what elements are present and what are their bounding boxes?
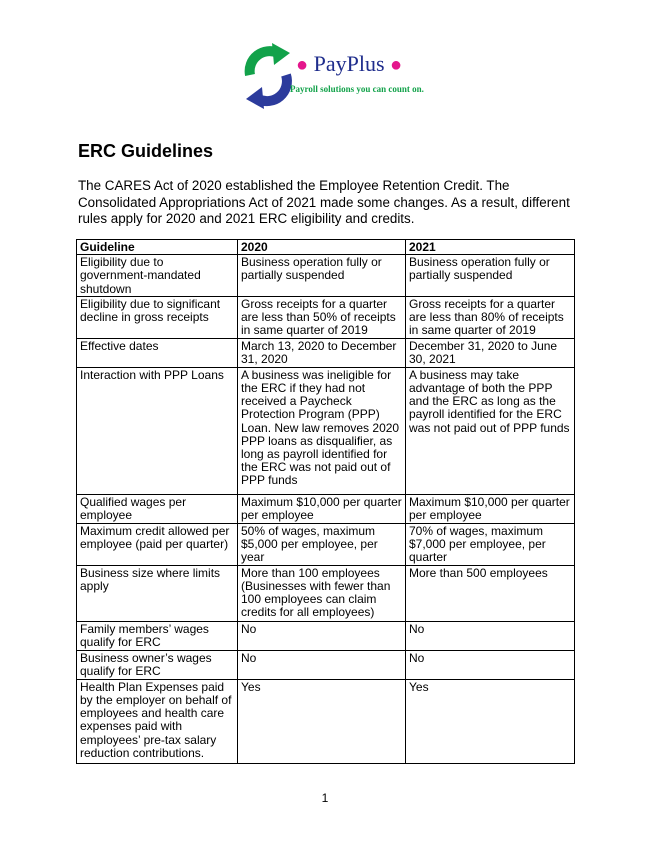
- cell-guideline: Health Plan Expenses paid by the employer on behalf of employees and health care expenses paid with employees’ pre-tax salary reduction contributions.: [77, 679, 238, 763]
- cell-2020: No: [238, 621, 406, 650]
- payplus-logo: [238, 41, 424, 111]
- table-header-row: [77, 240, 575, 255]
- cell-guideline: Maximum credit allowed per employee (paid per quarter): [77, 523, 238, 565]
- cell-guideline: Eligibility due to government-mandated shutdown: [77, 255, 238, 297]
- table-row: [77, 679, 575, 763]
- cell-2021: A business may take advantage of both the PPP and the ERC as long as the payroll identified for the ERC was not paid out of PPP funds: [406, 367, 575, 494]
- table-row: [77, 650, 575, 679]
- header-2021: 2021: [406, 240, 575, 255]
- brand-name: ● PayPlus ●: [296, 51, 403, 76]
- cell-guideline: Business owner’s wages qualify for ERC: [77, 650, 238, 679]
- cell-guideline: Effective dates: [77, 338, 238, 367]
- table-row: [77, 523, 575, 565]
- cell-2020: 50% of wages, maximum $5,000 per employee, per year: [238, 523, 406, 565]
- cell-2021: No: [406, 621, 575, 650]
- brand-tagline: Payroll solutions you can count on.: [290, 84, 424, 94]
- cell-2021: Business operation fully or partially suspended: [406, 255, 575, 297]
- cell-guideline: Interaction with PPP Loans: [77, 367, 238, 494]
- table-row: [77, 494, 575, 523]
- cell-2021: No: [406, 650, 575, 679]
- cell-2021: 70% of wages, maximum $7,000 per employee, per quarter: [406, 523, 575, 565]
- table-row: [77, 367, 575, 494]
- header-guideline: Guideline: [77, 240, 238, 255]
- cell-guideline: Business size where limits apply: [77, 565, 238, 621]
- table-row: [77, 565, 575, 621]
- cell-2021: More than 500 employees: [406, 565, 575, 621]
- cell-2020: A business was ineligible for the ERC if they had not received a Paycheck Protection Program (PPP) Loan. New law removes 2020 PPP loans as disqualifier, as long as payroll identified for the ERC was not paid out of PPP funds: [238, 367, 406, 494]
- cell-2020: Business operation fully or partially suspended: [238, 255, 406, 297]
- cell-2021: Maximum $10,000 per quarter per employee: [406, 494, 575, 523]
- recycle-arrows-icon: [238, 41, 298, 111]
- table-row: [77, 338, 575, 367]
- table-row: [77, 296, 575, 338]
- cell-guideline: Qualified wages per employee: [77, 494, 238, 523]
- page-title: ERC Guidelines: [78, 141, 214, 161]
- header-2020: 2020: [238, 240, 406, 255]
- page-number: 1: [321, 791, 329, 805]
- intro-paragraph: The CARES Act of 2020 established the Employee Retention Credit. The Consolidated Appropriations Act of 2021 made some changes. As a result, different rules apply for 2020 and 2021 ERC eligibility and credits.: [78, 178, 570, 226]
- table-row: [77, 621, 575, 650]
- cell-2020: March 13, 2020 to December 31, 2020: [238, 338, 406, 367]
- erc-guidelines-table: [76, 239, 575, 764]
- cell-2021: Gross receipts for a quarter are less than 80% of receipts in same quarter of 2019: [406, 296, 575, 338]
- cell-2020: More than 100 employees (Businesses with fewer than 100 employees can claim credits for all employees): [238, 565, 406, 621]
- cell-2021: December 31, 2020 to June 30, 2021: [406, 338, 575, 367]
- cell-2020: No: [238, 650, 406, 679]
- cell-guideline: Family members’ wages qualify for ERC: [77, 621, 238, 650]
- cell-guideline: Eligibility due to significant decline in gross receipts: [77, 296, 238, 338]
- table-row: [77, 255, 575, 297]
- cell-2020: Yes: [238, 679, 406, 763]
- cell-2021: Yes: [406, 679, 575, 763]
- cell-2020: Gross receipts for a quarter are less than 50% of receipts in same quarter of 2019: [238, 296, 406, 338]
- cell-2020: Maximum $10,000 per quarter per employee: [238, 494, 406, 523]
